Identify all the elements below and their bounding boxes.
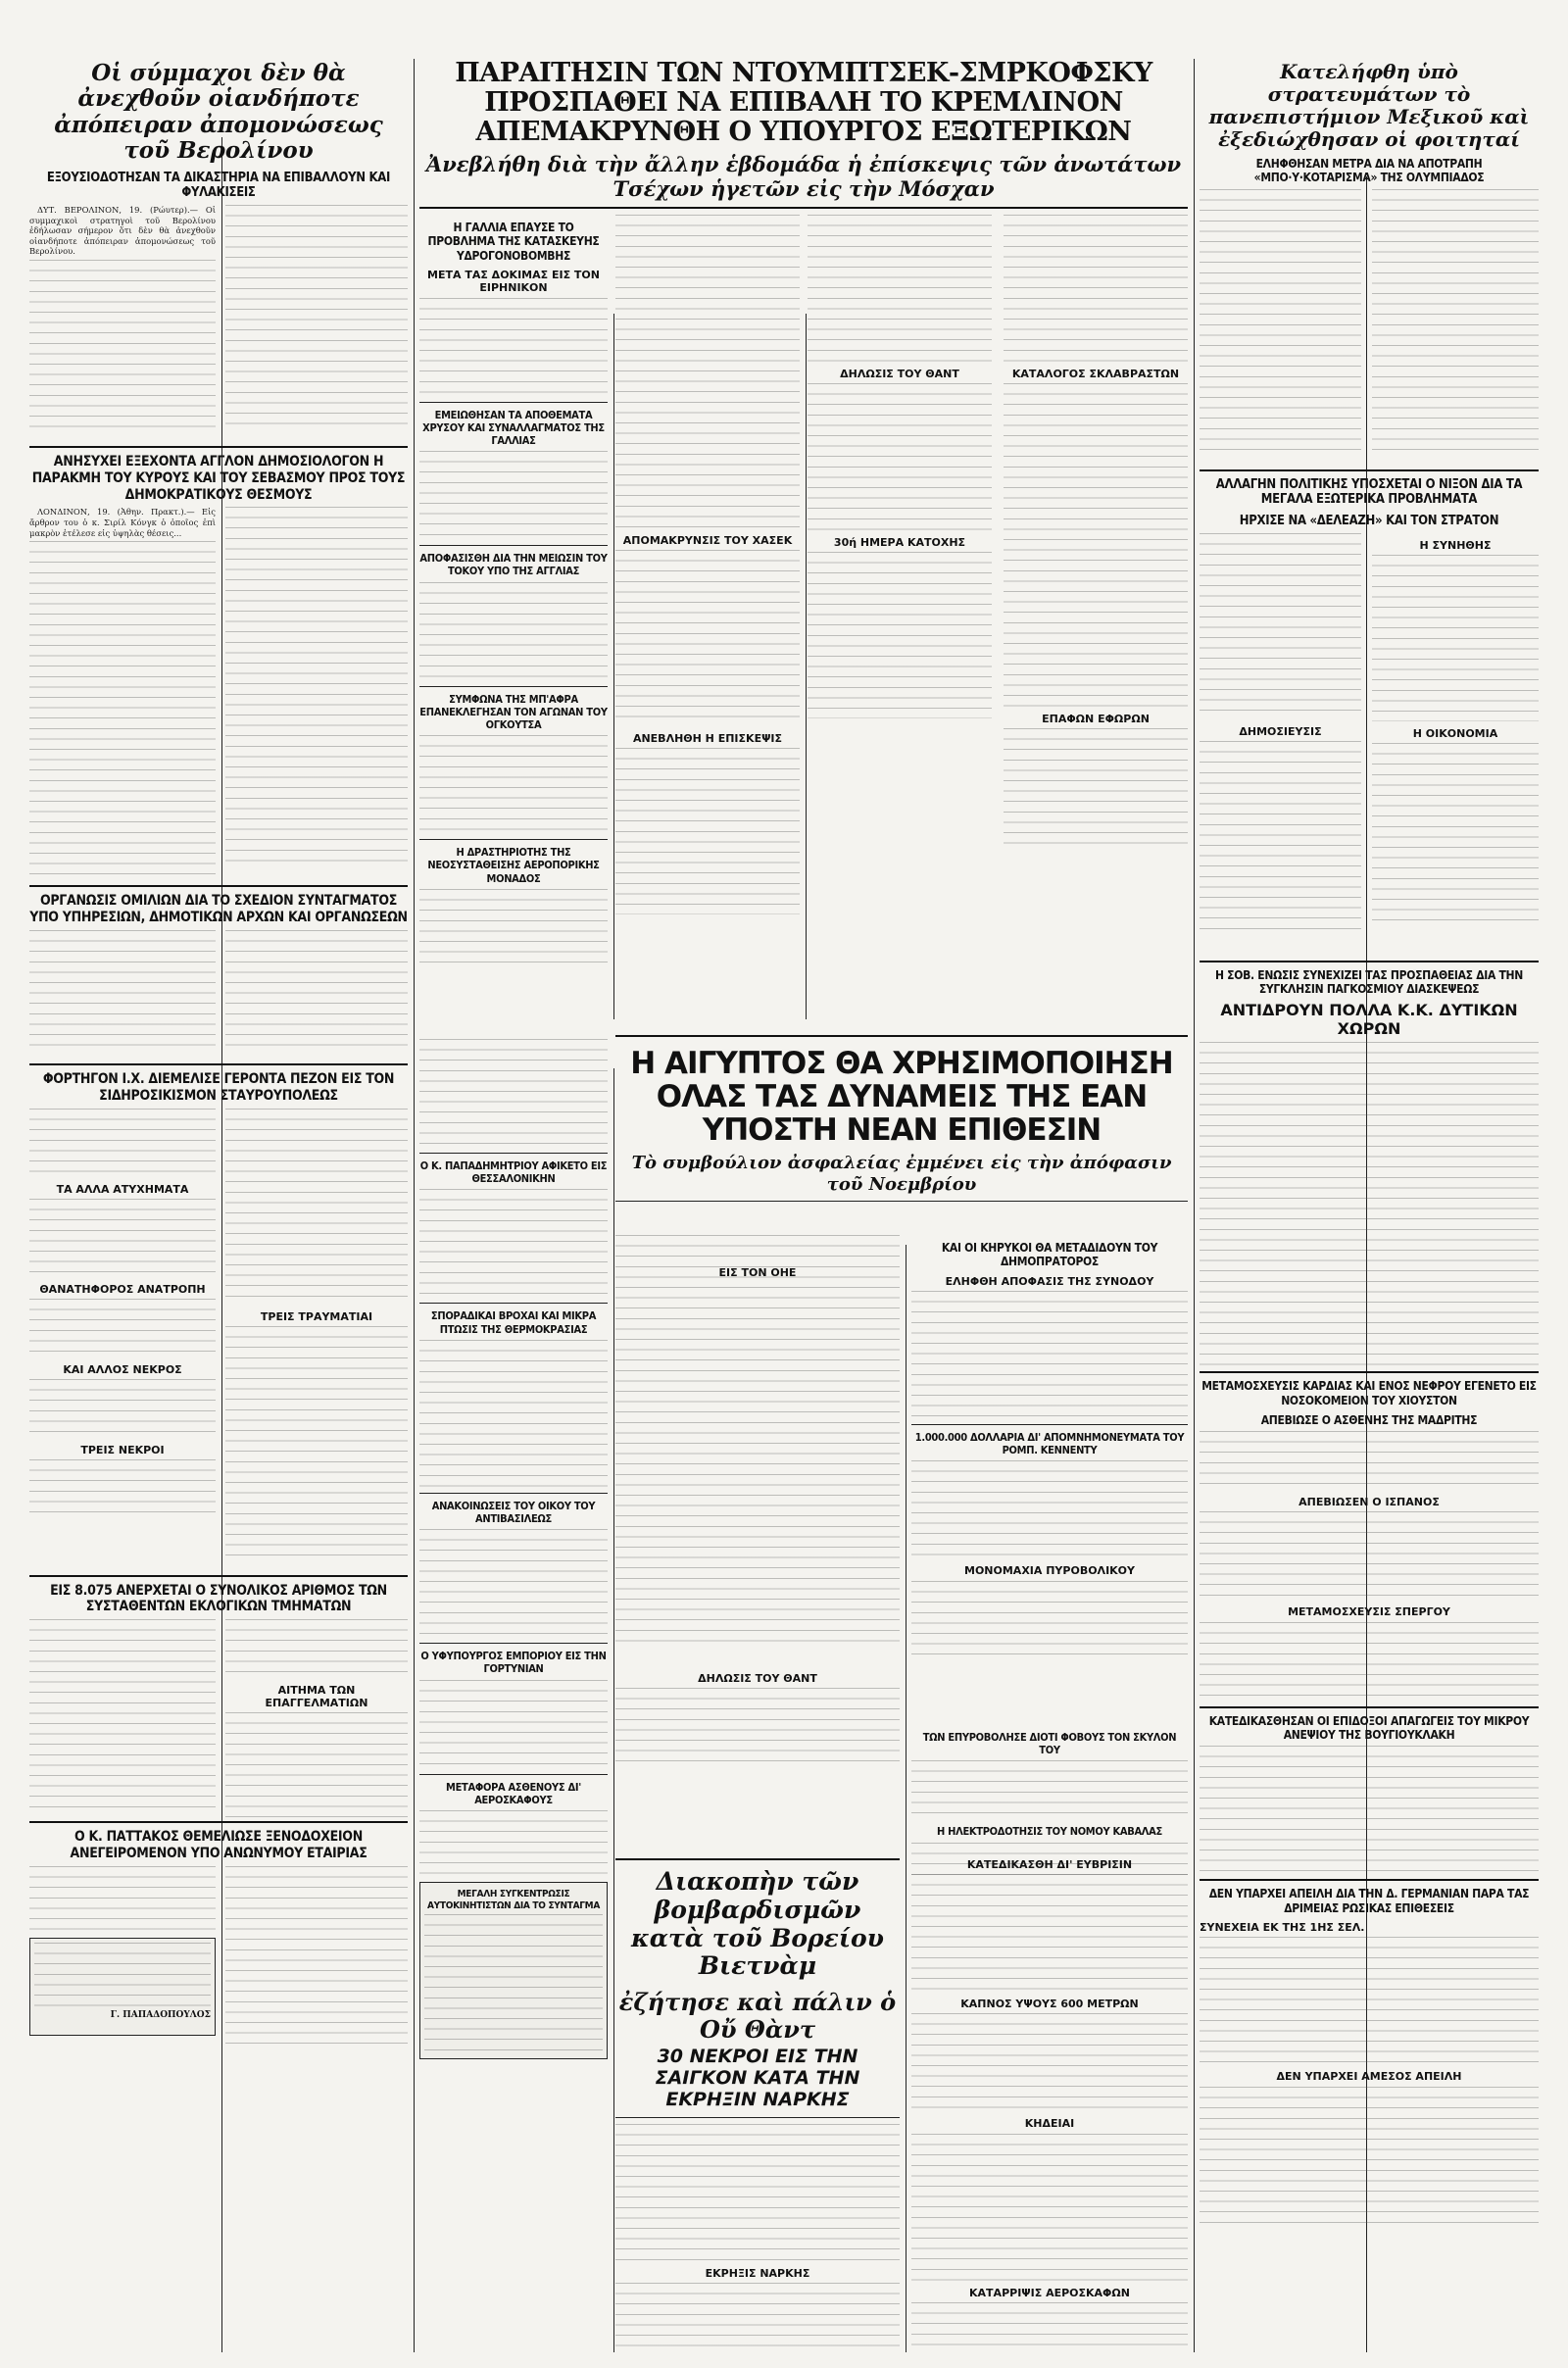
article-text-lines	[808, 215, 992, 362]
subhead-pacific-tests: ΜΕΤΑ ΤΑΣ ΔΟΚΙΜΑΣ ΕΙΣ ΤΟΝ ΕΙΡΗΝΙΚΟΝ	[427, 269, 600, 295]
article-text-lines	[1004, 215, 1188, 362]
quote-signature: Γ. ΠΑΠΑΔΟΠΟΥΛΟΣ	[110, 2009, 211, 2020]
article-text-lines	[1200, 2087, 1539, 2224]
headline-truck-accident: ΦΟΡΤΗΓΟΝ Ι.Χ. ΔΙΕΜΕΛΙΣΕ ΓΕΡΟΝΤΑ ΠΕΖΟΝ ΕΙΣ ΤΟΝ ΣΙΔΗΡΟΣΙΚΙΣΜΟΝ ΣΤΑΥΡΟΥΠΟΛΕΩΣ	[42, 1070, 395, 1104]
subheadline-security-council: Τὸ συμβούλιον ἀσφαλείας ἐμμένει εἰς τὴν ἀπόφασιν τοῦ Νοεμβρίου	[631, 1153, 1172, 1195]
article-text-lines	[419, 1810, 608, 1879]
article-text-lines	[1004, 383, 1188, 707]
headline-resignation: ΠΑΡΑΙΤΗΣΙΝ ΤΩΝ ΝΤΟΥΜΠΤΣΕΚ-ΣΜΡΚΟΦΣΚΥ	[455, 59, 1152, 88]
headline-motorists: ΜΕΓΑΛΗ ΣΥΓΚΕΝΤΡΩΣΙΣ ΑΥΤΟΚΙΝΗΤΙΣΤΩΝ ΔΙΑ ΤΟ ΣΥΝΤΑΓΜΑ	[427, 1888, 600, 1911]
article-text: ΛΟΝΔΙΝΟΝ, 19. (Ἀθην. Πρακτ.).— Εἰς ἄρθρον του ὁ κ. Σιρίλ Κόνγκ ὁ ὁποῖος ἐπὶ μακρὸν ἐτέλεσε εἰς ὑψηλὰς θέσεις...	[29, 507, 216, 538]
article-text-lines	[29, 260, 216, 436]
headline-biafra: ΣΥΜΦΩΝΑ ΤΗΣ ΜΠ'ΑΦΡΑ ΕΠΑΝΕΚΛΕΓΗΣΑΝ ΤΟΝ ΑΓΩΝΑΝ ΤΟΥ ΟΓΚΟΥΤΣΑ	[419, 692, 608, 731]
headline-kennedy-memoirs: 1.000.000 ΔΟΛΛΑΡΙΑ ΔΙ' ΑΠΟΜΝΗΜΟΝΕΥΜΑΤΑ ΤΟΥ ΡΟΜΠ. ΚΕΝΝΕΝΤΥ	[914, 1430, 1185, 1457]
article-text-lines	[1200, 1622, 1539, 1701]
headline-bombing-2: ἐζήτησε καὶ πάλιν ὁ Οὔ Θὰντ	[618, 1988, 897, 2044]
article-text-lines	[1372, 743, 1539, 929]
article-text-lines	[225, 205, 408, 430]
article-text-lines	[29, 1866, 216, 1935]
article-text-lines	[1200, 1746, 1539, 1873]
article-text-lines	[615, 215, 800, 528]
article-text-lines	[34, 1943, 211, 2007]
headline-heart-transplant: ΜΕΤΑΜΟΣΧΕΥΣΙΣ ΚΑΡΔΙΑΣ ΚΑΙ ΕΝΟΣ ΝΕΦΡΟΥ ΕΓΕΝΕΤΟ ΕΙΣ ΝΟΣΟΚΟΜΕΙΟΝ ΤΟΥ ΧΙΟΥΣΤΟΝ	[1201, 1379, 1537, 1407]
subheadline-moscow-visit: Ἀνεβλήθη διὰ τὴν ἄλλην ἑβδομάδα ἡ ἐπίσκεψις τῶν ἀνωτάτων Τσέχων ἡγετῶν εἰς τὴν Μόσχαν	[425, 151, 1182, 201]
subhead-usual: Η ΣΥΝΗΘΗΣ	[1419, 538, 1492, 552]
quote-box	[29, 1938, 216, 2036]
center-section	[419, 59, 1188, 2352]
headline-egypt: Η ΑΙΓΥΠΤΟΣ ΘΑ ΧΡΗΣΙΜΟΠΟΙΗΣΗ ΟΛΑΣ ΤΑΣ ΔΥΝΑΜΕΙΣ ΤΗΣ ΕΑΝ ΥΠΟΣΤΗ ΝΕΑΝ ΕΠΙΘΕΣΙΝ	[630, 1046, 1173, 1149]
article-text-lines	[808, 552, 992, 718]
subhead-visit-postponed: ΑΝΕΒΛΗΘΗ Η ΕΠΙΣΚΕΨΙΣ	[632, 732, 783, 746]
article-text-lines	[911, 2013, 1188, 2111]
article-text-lines	[615, 2124, 900, 2261]
article-text-lines	[29, 541, 216, 874]
headline-kidnappers: ΚΑΤΕΔΙΚΑΣΘΗΣΑΝ ΟΙ ΕΠΙΔΟΞΟΙ ΑΠΑΓΩΓΕΙΣ ΤΟΥ ΜΙΚΡΟΥ ΑΝΕΨΙΟΥ ΤΗΣ ΒΟΥΓΙΟΥΚΛΑΚΗ	[1208, 1713, 1530, 1743]
headline-allies: Οἱ σύμμαχοι δὲν θὰ ἀνεχθοῦν οἱανδήποτε ἀπόπειραν ἀπομονώσεως τοῦ Βερολίνου	[54, 60, 383, 165]
article-text: ΔΥΤ. ΒΕΡΟΛΙΝΟΝ, 19. (Ρώυτερ).— Οἱ συμμαχικοὶ στρατηγοὶ τοῦ Βερολίνου ἐδήλωσαν σήμερον ὅτι δὲν θὰ ἀνεχθοῦν οἱανδήποτε ἀπόπειραν ἀπομονώσεως τοῦ Βερολίνου.	[29, 204, 216, 257]
headline-west-germany: ΔΕΝ ΥΠΑΡΧΕΙ ΑΠΕΙΛΗ ΔΙΑ ΤΗΝ Δ. ΓΕΡΜΑΝΙΑΝ ΠΑΡΑ ΤΑΣ ΔΡΙΜΕΙΑΣ ΡΩΣΙΚΑΣ ΕΠΙΘΕΣΕΙΣ	[1208, 1887, 1530, 1915]
headline-constitution-talks: ΟΡΓΑΝΩΣΙΣ ΟΜΙΛΙΩΝ ΔΙΑ ΤΟ ΣΧΕΔΙΟΝ ΣΥΝΤΑΓΜΑΤΟΣ ΥΠΟ ΥΠΗΡΕΣΙΩΝ, ΔΗΜΟΤΙΚΩΝ ΑΡΧΩΝ ΚΑΙ ΟΡΓΑΝΩΣΕΩΝ	[29, 893, 408, 926]
subhead-occupation-day: 30ή ΗΜΕΡΑ ΚΑΤΟΧΗΣ	[833, 536, 966, 550]
right-section	[1200, 59, 1539, 2352]
article-text-lines	[419, 298, 608, 396]
subhead-three-injured: ΤΡΕΙΣ ΤΡΑΥΜΑΤΙΑΙ	[260, 1309, 373, 1323]
subheadline-madrid-patient: ΑΠΕΒΙΩΣΕ Ο ΑΣΘΕΝΗΣ ΤΗΣ ΜΑΔΡΙΤΗΣ	[1260, 1412, 1478, 1427]
subhead-contacts: ΕΠΑΦΩΝ ΕΦΩΡΩΝ	[1042, 713, 1150, 726]
article-text-lines	[1200, 189, 1361, 459]
article-text-lines	[424, 1914, 603, 2051]
subhead-synod: ΕΛΗΦΘΗ ΑΠΟΦΑΣΙΣ ΤΗΣ ΣΥΝΟΔΟΥ	[945, 1274, 1154, 1288]
article-text-lines	[225, 1109, 408, 1305]
article-text-lines	[29, 930, 216, 1053]
article-text-lines	[1200, 1511, 1539, 1600]
article-text-lines	[419, 1680, 608, 1768]
article-text-lines	[29, 1379, 216, 1438]
subhead-publication: ΔΗΜΟΣΙΕΥΣΙΣ	[1239, 724, 1322, 738]
article-text-lines	[615, 748, 800, 914]
subhead-spanish-died: ΑΠΕΒΙΩΣΕΝ Ο ΙΣΠΑΝΟΣ	[1298, 1496, 1440, 1509]
article-text-lines	[225, 1712, 408, 1820]
article-text-lines	[419, 582, 608, 680]
headline-nixon: ΑΛΛΑΓΗΝ ΠΟΛΙΤΙΚΗΣ ΥΠΟΣΧΕΤΑΙ Ο ΝΙΞΟΝ ΔΙΑ ΤΑ ΜΕΓΑΛΑ ΕΞΩΤΕΡΙΚΑ ΠΡΟΒΛΗΜΑΤΑ	[1215, 476, 1523, 508]
article-text-lines	[29, 1199, 216, 1277]
article-text-lines	[1200, 1937, 1539, 2064]
subhead-smoke: ΚΑΠΝΟΣ ΥΨΟΥΣ 600 ΜΕΤΡΩΝ	[960, 1998, 1139, 2011]
article-text-lines	[911, 1460, 1188, 1558]
article-text-lines	[225, 1619, 408, 1678]
headline-france-hbomb: Η ΓΑΛΛΙΑ ΕΠΑΥΣΕ ΤΟ ΠΡΟΒΛΗΜΑ ΤΗΣ ΚΑΤΑΣΚΕΥΗΣ ΥΔΡΟΓΟΝΟΒΟΜΒΗΣ	[427, 221, 600, 263]
article-text-lines	[911, 1291, 1188, 1418]
article-text-lines	[419, 451, 608, 539]
article-text-lines	[29, 1459, 216, 1518]
article-text-lines	[419, 735, 608, 833]
subhead-mine-explosion: ΕΚΡΗΞΙΣ ΝΑΡΚΗΣ	[705, 2266, 810, 2280]
headline-papadimitriou: Ο Κ. ΠΑΠΑΔΗΜΗΤΡΙΟΥ ΑΦΙΚΕΤΟ ΕΙΣ ΘΕΣΣΑΛΟΝΙΚΗΝ	[419, 1159, 608, 1186]
subhead-aircraft-downed: ΚΑΤΑΡΡΙΨΙΣ ΑΕΡΟΣΚΑΦΩΝ	[969, 2286, 1130, 2299]
article-text-lines	[808, 383, 992, 530]
article-text-lines	[419, 1529, 608, 1637]
headline-mexico: Κατελήφθη ὑπὸ στρατευμάτων τὸ πανεπιστήμιον Μεξικοῦ καὶ ἐξεδιώχθησαν οἱ φοιτηταί	[1208, 60, 1530, 151]
subheadline-olympics: ΕΛΗΦΘΗΣΑΝ ΜΕΤΡΑ ΔΙΑ ΝΑ ΑΠΟΤΡΑΠΗ «ΜΠΟ·Υ·ΚΟΤΑΡΙΣΜΑ» ΤΗΣ ΟΛΥΜΠΙΑΔΟΣ	[1253, 157, 1485, 185]
subhead-artillery-duel: ΜΟΝΟΜΑΧΙΑ ΠΥΡΟΒΟΛΙΚΟΥ	[964, 1564, 1135, 1578]
headline-bombing: Διακοπὴν τῶν βομβαρδισμῶν κατὰ τοῦ Βορείου Βιετνὰμ	[630, 1867, 885, 1981]
subhead-another-dead: ΚΑΙ ΑΛΛΟΣ ΝΕΚΡΟΣ	[63, 1362, 182, 1376]
article-text-lines	[225, 507, 408, 869]
headline-kavala-power: Η ΗΛΕΚΤΡΟΔΟΤΗΣΙΣ ΤΟΥ ΝΟΜΟΥ ΚΑΒΑΛΑΣ	[936, 1825, 1162, 1839]
article-text-lines	[29, 1109, 216, 1177]
newspaper-page	[29, 59, 1539, 2352]
subhead-insult-conviction: ΚΑΤΕΔΙΚΑΣΘΗ ΔΙ' ΕΥΒΡΙΣΙΝ	[966, 1858, 1133, 1871]
column-rule	[1194, 59, 1195, 2352]
headline-foreign-minister: ΑΠΕΜΑΚΡΥΝΘΗ Ο ΥΠΟΥΡΓΟΣ ΕΞΩΤΕΡΙΚΩΝ	[475, 117, 1132, 148]
headline-soviet-conference: Η ΣΟΒ. ΕΝΩΣΙΣ ΣΥΝΕΧΙΖΕΙ ΤΑΣ ΠΡΟΣΠΑΘΕΙΑΣ ΔΙΑ ΤΗΝ ΣΥΓΚΛΗΣΙΝ ΠΑΓΚΟΣΜΙΟΥ ΔΙΑΣΚΕΨΕΩΣ	[1214, 967, 1524, 996]
article-text-lines	[1372, 189, 1539, 459]
motorists-box	[419, 1882, 608, 2059]
article-text-lines	[225, 1866, 408, 2052]
headline-rain: ΣΠΟΡΑΔΙΚΑΙ ΒΡΟΧΑΙ ΚΑΙ ΜΙΚΡΑ ΠΤΩΣΙΣ ΤΗΣ ΘΕΡΜΟΚΡΑΣΙΑΣ	[430, 1309, 597, 1336]
article-text-lines	[29, 1619, 216, 1810]
article-text-lines	[225, 1326, 408, 1561]
headline-pattakos-hotel: Ο Κ. ΠΑΤΤΑΚΟΣ ΘΕΜΕΛΙΩΣΕ ΞΕΝΟΔΟΧΕΙΟΝ ΑΝΕΓΕΙΡΟΜΕΝΟΝ ΥΠΟ ΑΝΩΝΥΜΟΥ ΕΤΑΙΡΙΑΣ	[70, 1829, 368, 1861]
subhead-transplant: ΜΕΤΑΜΟΣΧΕΥΣΙΣ ΣΠΕΡΓΟΥ	[1288, 1605, 1450, 1619]
article-text-lines	[615, 1688, 900, 1766]
article-text-lines	[29, 1299, 216, 1357]
headline-patient-transfer: ΜΕΤΑΦΟΡΑ ΑΣΘΕΝΟΥΣ ΔΙ' ΑΕΡΟΣΚΑΦΟΥΣ	[446, 1780, 581, 1806]
subhead-continued: ΣΥΝΕΧΕΙΑ ΕΚ ΤΗΣ 1ΗΣ ΣΕΛ.	[1200, 1921, 1365, 1935]
subhead-un: ΕΙΣ ΤΟΝ ΟΗΕ	[718, 1266, 797, 1279]
subhead-hasek: ΑΠΟΜΑΚΡΥΝΣΙΣ ΤΟΥ ΧΑΣΕΚ	[622, 534, 793, 548]
article-text-lines	[615, 1235, 900, 1647]
column-rule	[414, 59, 415, 2352]
left-section	[29, 59, 408, 2352]
subheadline-western-parties: ΑΝΤΙΔΡΟΥΝ ΠΟΛΛΑ Κ.Κ. ΔΥΤΙΚΩΝ ΧΩΡΩΝ	[1220, 1001, 1518, 1038]
subhead-thant-statement: ΔΗΛΩΣΙΣ ΤΟΥ ΘΑΝΤ	[840, 368, 959, 381]
subhead-no-direct-threat: ΔΕΝ ΥΠΑΡΧΕΙ ΑΜΕΣΟΣ ΑΠΕΙΛΗ	[1276, 2070, 1462, 2084]
subhead-funerals: ΚΗΔΕΙΑΙ	[1024, 2117, 1075, 2131]
article-text-lines	[911, 2134, 1188, 2281]
headline-gold-reserves: ΕΜΕΙΩΘΗΣΑΝ ΤΑ ΑΠΟΘΕΜΑΤΑ ΧΡΥΣΟΥ ΚΑΙ ΣΥΝΑΛΛΑΓΜΑΤΟΣ ΤΗΣ ΓΑΛΛΙΑΣ	[422, 408, 605, 447]
article-text-lines	[911, 1874, 1188, 1992]
subheadline-saigon: 30 ΝΕΚΡΟΙ ΕΙΣ ΤΗΝ ΣΑΙΓΚΟΝ ΚΑΤΑ ΤΗΝ ΕΚΡΗΞΙΝ ΝΑΡΚΗΣ	[655, 2046, 860, 2110]
headline-regent: ΑΝΑΚΟΙΝΩΣΕΙΣ ΤΟΥ ΟΙΚΟΥ ΤΟΥ ΑΝΤΙΒΑΣΙΛΕΩΣ	[431, 1499, 596, 1525]
article-text-lines	[225, 930, 408, 1053]
subhead-fatal-overturn: ΘΑΝΑΤΗΦΟΡΟΣ ΑΝΑΤΡΟΠΗ	[39, 1282, 206, 1296]
headline-interest-rate: ΑΠΟΦΑΣΙΣΘΗ ΔΙΑ ΤΗΝ ΜΕΙΩΣΙΝ ΤΟΥ ΤΟΚΟΥ ΥΠΟ ΤΗΣ ΑΓΓΛΙΑΣ	[419, 552, 608, 578]
article-text-lines	[1200, 1431, 1539, 1490]
subhead-professionals: ΑΙΤΗΜΑ ΤΩΝ ΕΠΑΓΓΕΛΜΑΤΙΩΝ	[265, 1684, 368, 1710]
article-text-lines	[1372, 555, 1539, 721]
subhead-other-accidents: ΤΑ ΑΛΛΑ ΑΤΥΧΗΜΑΤΑ	[56, 1182, 189, 1196]
headline-dog-shooting: ΤΩΝ ΕΠΥΡΟΒΟΛΗΣΕ ΔΙΟΤΙ ΦΟΒΟΥΣ ΤΟΝ ΣΚΥΛΟΝ ΤΟΥ	[922, 1731, 1177, 1757]
article-text-lines	[615, 550, 800, 726]
subheadline-courts: ΕΞΟΥΣΙΟΔΟΤΗΣΑΝ ΤΑ ΔΙΚΑΣΤΗΡΙΑ ΝΑ ΕΠΙΒΑΛΛΟΥΝ ΚΑΙ ΦΥΛΑΚΙΣΕΙΣ	[46, 170, 391, 201]
article-text-lines	[911, 2302, 1188, 2352]
headline-electoral-sections: ΕΙΣ 8.075 ΑΝΕΡΧΕΤΑΙ Ο ΣΥΝΟΛΙΚΟΣ ΑΡΙΘΜΟΣ ΤΩΝ ΣΥΣΤΑΘΕΝΤΩΝ ΕΚΛΟΓΙΚΩΝ ΤΜΗΜΑΤΩΝ	[50, 1582, 387, 1615]
article-text-lines	[911, 1760, 1188, 1819]
headline-heralds: ΚΑΙ ΟΙ ΚΗΡΥΚΟΙ ΘΑ ΜΕΤΑΔΙΔΟΥΝ ΤΟΥ ΔΗΜΟΠΡΑΤΟΡΟΣ	[941, 1241, 1158, 1269]
article-text-lines	[419, 889, 608, 967]
subheadline-army: ΗΡΧΙΣΕ ΝΑ «ΔΕΛΕΑΖΗ» ΚΑΙ ΤΟΝ ΣΤΡΑΤΟΝ	[1239, 513, 1499, 528]
headline-british-journalist: ΑΝΗΣΥΧΕΙ ΕΞΕΧΟΝΤΑ ΑΓΓΛΟΝ ΔΗΜΟΣΙΟΛΟΓΟΝ Η ΠΑΡΑΚΜΗ ΤΟΥ ΚΥΡΟΥΣ ΚΑΙ ΤΟΥ ΣΕΒΑΣΜΟΥ ΠΡΟΣ ΤΟΥΣ ΔΗΜΟΚΡΑΤΙΚΟΥΣ ΘΕΣΜΟΥΣ	[31, 453, 406, 503]
article-text-lines	[1200, 533, 1361, 719]
article-text-lines	[419, 1189, 608, 1297]
subhead-list: ΚΑΤΑΛΟΓΟΣ ΣΚΛΑΒΡΑΣΤΩΝ	[1011, 368, 1180, 381]
article-text-lines	[419, 1340, 608, 1487]
article-text-lines	[1004, 728, 1188, 846]
article-text-lines	[911, 1581, 1188, 1659]
article-text-lines	[615, 2283, 900, 2352]
headline-air-unit: Η ΔΡΑΣΤΗΡΙΟΤΗΣ ΤΗΣ ΝΕΟΣΥΣΤΑΘΕΙΣΗΣ ΑΕΡΟΠΟΡΙΚΗΣ ΜΟΝΑΔΟΣ	[427, 846, 600, 885]
subhead-thant-statement-2: ΔΗΛΩΣΙΣ ΤΟΥ ΘΑΝΤ	[698, 1672, 817, 1685]
article-text-lines	[419, 1039, 608, 1147]
headline-deputy-minister: Ο ΥΦΥΠΟΥΡΓΟΣ ΕΜΠΟΡΙΟΥ ΕΙΣ ΤΗΝ ΓΟΡΤΥΝΙΑΝ	[420, 1650, 607, 1676]
subhead-three-dead: ΤΡΕΙΣ ΝΕΚΡΟΙ	[80, 1444, 165, 1457]
subhead-economy: Η ΟΙΚΟΝΟΜΙΑ	[1412, 726, 1498, 740]
article-text-lines	[1200, 741, 1361, 937]
article-text-lines	[1200, 1042, 1539, 1365]
headline-kremlin: ΠΡΟΣΠΑΘΕΙ ΝΑ ΕΠΙΒΑΛΗ ΤΟ ΚΡΕΜΛΙΝΟΝ	[484, 87, 1123, 119]
